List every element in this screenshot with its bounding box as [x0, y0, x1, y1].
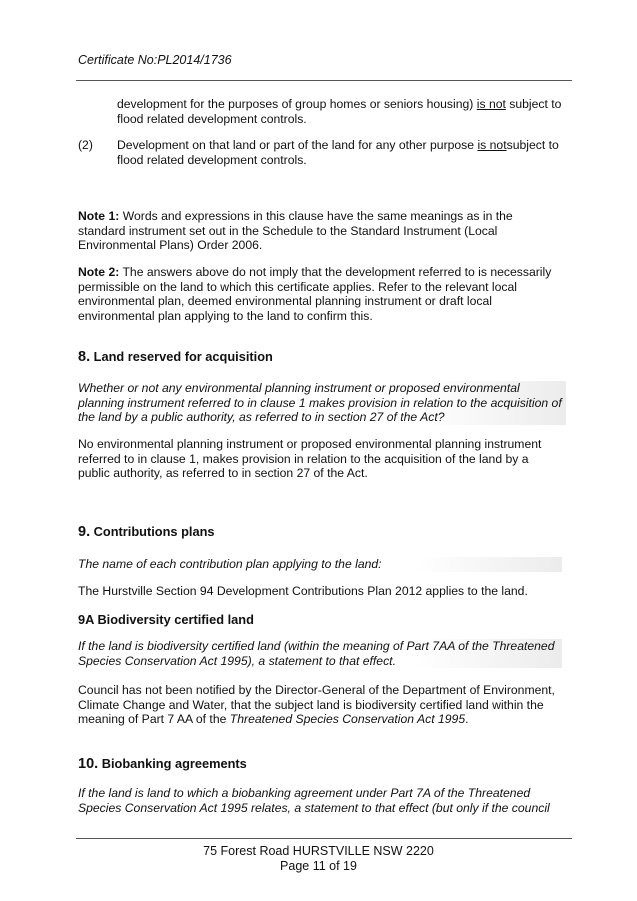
- section-8-title: Land reserved for acquisition: [93, 349, 273, 364]
- section-9a-answer-end: .: [465, 712, 469, 727]
- item1-text-b: subject to flood related development controls.: [117, 97, 562, 126]
- note-1: [78, 209, 562, 253]
- header-rule: [76, 80, 572, 81]
- note1-label: Note 1:: [78, 209, 120, 223]
- footer-address: 75 Forest Road HURSTVILLE NSW 2220: [203, 844, 434, 858]
- section-10-number: 10.: [78, 756, 99, 772]
- section-8-answer: No environmental planning instrument or proposed environmental planning instrument referred to in clause 1, makes provision in relation to the acquisition of the land by a public authority, as referred to in section 27 of the Act.: [78, 437, 542, 481]
- item2-text-a: Development on that land or part of the land for any other purpose: [117, 138, 475, 152]
- section-9-question: The name of each contribution plan applying to the land:: [78, 557, 562, 572]
- section-9-answer: The Hurstville Section 94 Development Contributions Plan 2012 applies to the land.: [78, 584, 528, 598]
- footer-rule: [76, 838, 572, 839]
- section-9-title: Contributions plans: [93, 524, 215, 539]
- certificate-number: Certificate No:PL2014/1736: [78, 53, 232, 67]
- section-9-number: 9.: [78, 524, 91, 540]
- page-number: Page 11 of 19: [280, 859, 357, 873]
- section-9a-answer-text: Council has not been notified by the Director-General of the Department of Environment, Climate Change and Water, that the subject land is biodiversity certified land within the meaning of Part 7 AA of the: [78, 683, 555, 727]
- section-9a-question: If the land is biodiversity certified land (within the meaning of Part 7AA of the Threatened Species Conservation Act 1995), a statement to that effect.: [78, 639, 562, 668]
- section-9a-heading: 9A Biodiversity certified land: [78, 612, 254, 627]
- item2-text-b: subject to flood related development controls.: [117, 138, 559, 167]
- item2-is-not: is not: [477, 138, 507, 152]
- note-2: [78, 265, 562, 323]
- section-10-heading: [78, 757, 247, 772]
- section-10-question: If the land is land to which a biobanking agreement under Part 7A of the Threatened Species Conservation Act 1995 relates, a statement to that effect (but only if the council: [78, 786, 550, 815]
- section-9a-answer: [78, 683, 562, 727]
- section-9-heading: [78, 525, 215, 540]
- item1-text-a: development for the purposes of group homes or seniors housing): [117, 97, 474, 111]
- section-8-number: 8.: [78, 349, 91, 365]
- note1-text: Words and expressions in this clause have the same meanings as in the standard instrument set out in the Schedule to the Standard Instrument (Local Environmental Plans) Order 2006.: [78, 209, 513, 253]
- note2-label: Note 2:: [78, 265, 120, 279]
- item2-number: (2): [78, 138, 93, 152]
- note2-text: The answers above do not imply that the development referred to is necessarily permissible on the land to which this certificate applies. Refer to the relevant local environmental plan, deemed environmental planning instrument or draft local environmental plan applying to the land to confirm this.: [78, 265, 552, 323]
- item1-is-not: is not: [476, 97, 506, 111]
- item-continuation: [117, 97, 562, 126]
- section-8-question: Whether or not any environmental planning instrument or proposed environmental planning instrument referred to in clause 1 makes provision in relation to the acquisition of the land by a public authority, as referred to in section 27 of the Act?: [78, 381, 566, 425]
- section-8-heading: [78, 350, 273, 365]
- item2: [117, 138, 562, 167]
- section-10-title: Biobanking agreements: [101, 756, 247, 771]
- section-9a-act-name: Threatened Species Conservation Act 1995: [229, 712, 466, 727]
